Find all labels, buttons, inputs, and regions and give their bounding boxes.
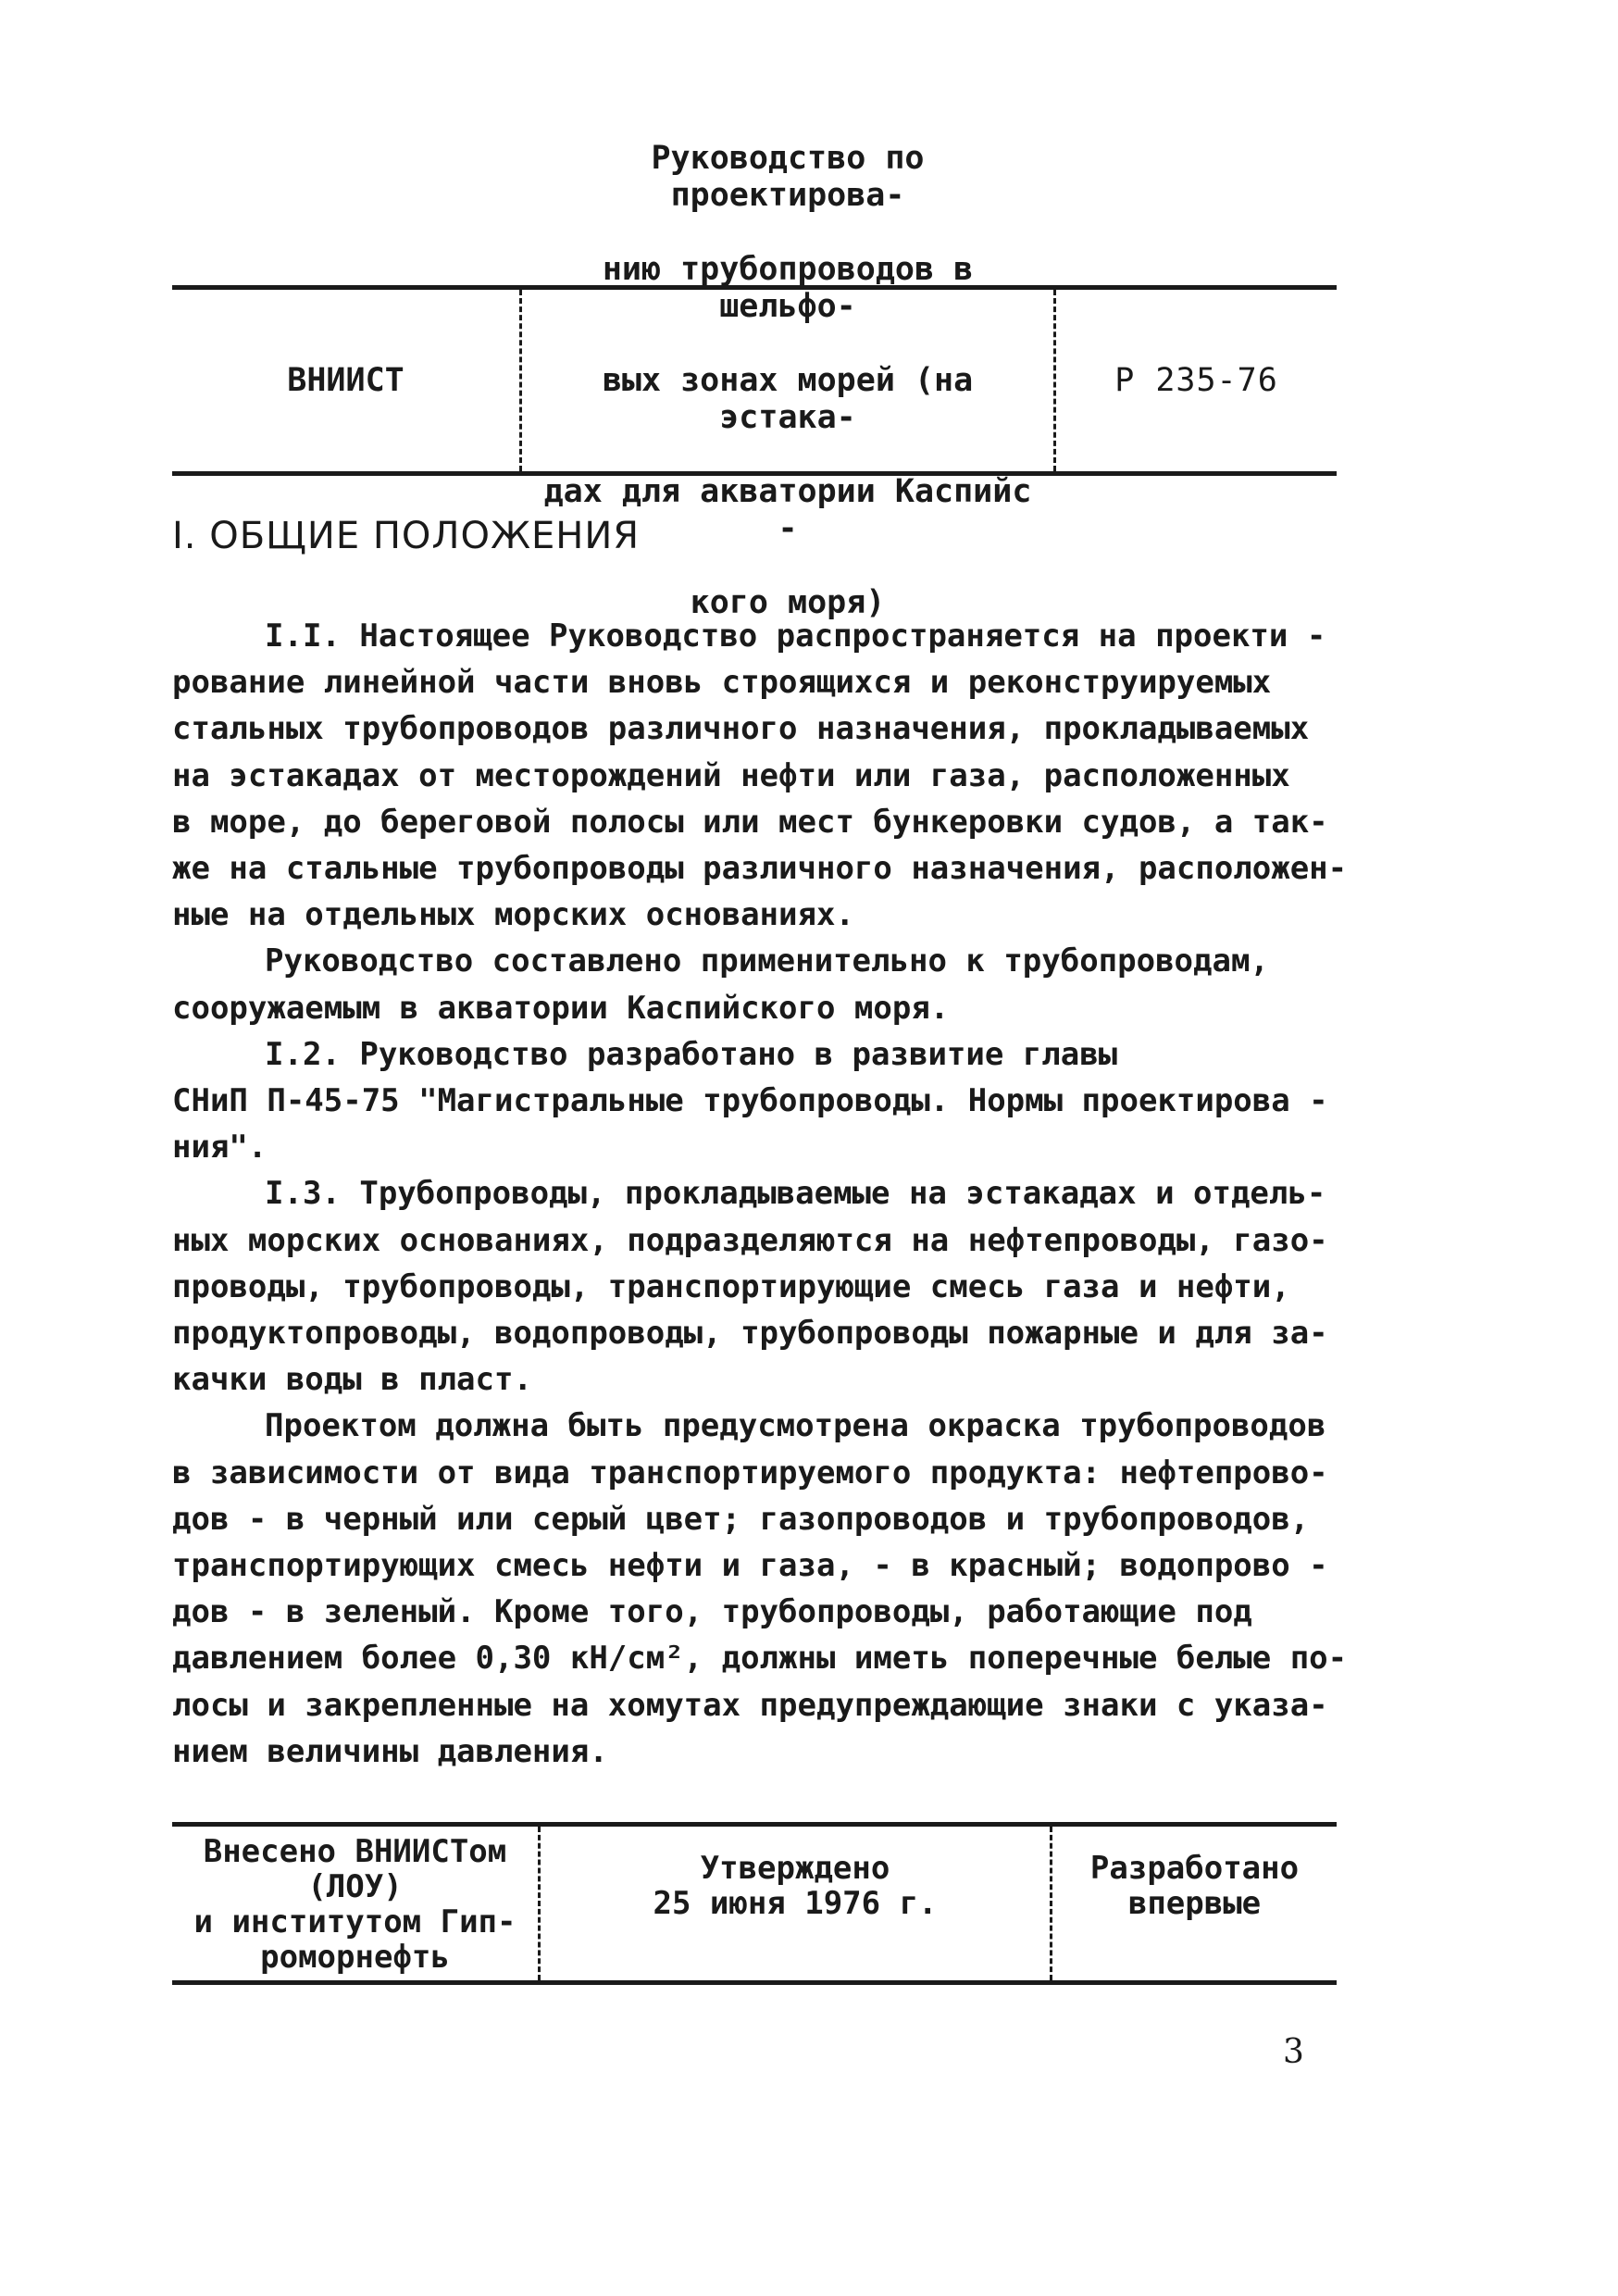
body-line: дов - в зеленый. Кроме того, трубопроводы, работающие под xyxy=(172,1593,1252,1631)
body-line: давлением более 0,30 кН/см², должны иметь поперечные белые по- xyxy=(172,1640,1348,1678)
header-title-cell xyxy=(519,140,1056,621)
body-line: лосы и закрепленные на хомутах предупреждающие знаки с указа- xyxy=(172,1686,1328,1724)
body-line: нием величины давления. xyxy=(172,1732,608,1770)
footer-approved xyxy=(538,1827,1052,1980)
page-number: 3 xyxy=(1283,2033,1304,2071)
header-title xyxy=(535,103,1040,658)
body-line: Проектом должна быть предусмотрена окраска трубопроводов xyxy=(265,1407,1326,1445)
footer-approved-line: Утверждено xyxy=(700,1850,890,1887)
footer-developed-line: Разработано xyxy=(1089,1850,1300,1887)
header-title-line: Руководство по проектирова- xyxy=(651,140,925,214)
header-title-line: нию трубопроводов в шельфо- xyxy=(602,251,974,325)
footer-introduced-line: (ЛОУ) xyxy=(307,1868,403,1905)
header-document-code: Р 235-76 xyxy=(1114,362,1278,399)
footer-introduced-line: роморнефть xyxy=(260,1939,450,1976)
body-line: ных морских основаниях, подразделяются на нефтепроводы, газо- xyxy=(172,1221,1328,1259)
body-line: рование линейной части вновь строящихся и реконструируемых xyxy=(172,664,1272,702)
body-line: продуктопроводы, водопроводы, трубопроводы пожарные и для за- xyxy=(172,1315,1328,1353)
header-title-line: вых зонах морей (на эстака- xyxy=(602,362,974,436)
body-line: на эстакадах от месторождений нефти или газа, расположенных xyxy=(172,756,1290,794)
footer-developed-line: впервые xyxy=(1127,1885,1262,1922)
body-line: СНиП П-45-75 "Магистральные трубопроводы. Нормы проектирова - xyxy=(172,1082,1328,1120)
header-title-line: дах для акватории Каспийс - xyxy=(543,473,1032,547)
body-line: ные на отдельных морских основаниях. xyxy=(172,896,854,934)
body-line: ния". xyxy=(172,1129,268,1167)
section-heading: I. ОБЩИЕ ПОЛОЖЕНИЯ xyxy=(172,515,641,557)
body-line: транспортирующих смесь нефти и газа, - в красный; водопрово - xyxy=(172,1547,1328,1585)
body-line: I.2. Руководство разработано в развитие главы xyxy=(265,1035,1118,1073)
body-line: качки воды в пласт. xyxy=(172,1361,532,1399)
body-line: стальных трубопроводов различного назначения, прокладываемых xyxy=(172,710,1310,748)
body-line: сооружаемым в акватории Каспийского моря. xyxy=(172,989,950,1027)
body-line: проводы, трубопроводы, транспортирующие смесь газа и нефти, xyxy=(172,1267,1290,1305)
footer-introduced xyxy=(172,1827,538,1980)
footer-approved-line: 25 июня 1976 г. xyxy=(653,1885,938,1922)
header-title-line: кого моря) xyxy=(690,584,886,621)
body-line: дов - в черный или серый цвет; газопроводов и трубопроводов, xyxy=(172,1500,1310,1538)
document-footer-table xyxy=(172,1822,1337,1985)
body-line: I.I. Настоящее Руководство распространяется на проекти - xyxy=(265,618,1326,655)
header-organization: ВНИИСТ xyxy=(287,362,404,399)
footer-introduced-line: и институтом Гип- xyxy=(193,1903,517,1940)
body-line: Руководство составлено применительно к трубопроводам, xyxy=(265,942,1269,980)
body-line: же на стальные трубопроводы различного назначения, расположен- xyxy=(172,850,1348,888)
body-line: I.3. Трубопроводы, прокладываемые на эстакадах и отдель- xyxy=(265,1175,1326,1213)
body-text xyxy=(172,613,1348,1775)
body-line: в зависимости от вида транспортируемого продукта: нефтепрово- xyxy=(172,1454,1328,1491)
footer-developed xyxy=(1052,1827,1337,1980)
footer-introduced-line: Внесено ВНИИСТом xyxy=(203,1833,507,1870)
body-line: в море, до береговой полосы или мест бункеровки судов, а так- xyxy=(172,803,1328,841)
